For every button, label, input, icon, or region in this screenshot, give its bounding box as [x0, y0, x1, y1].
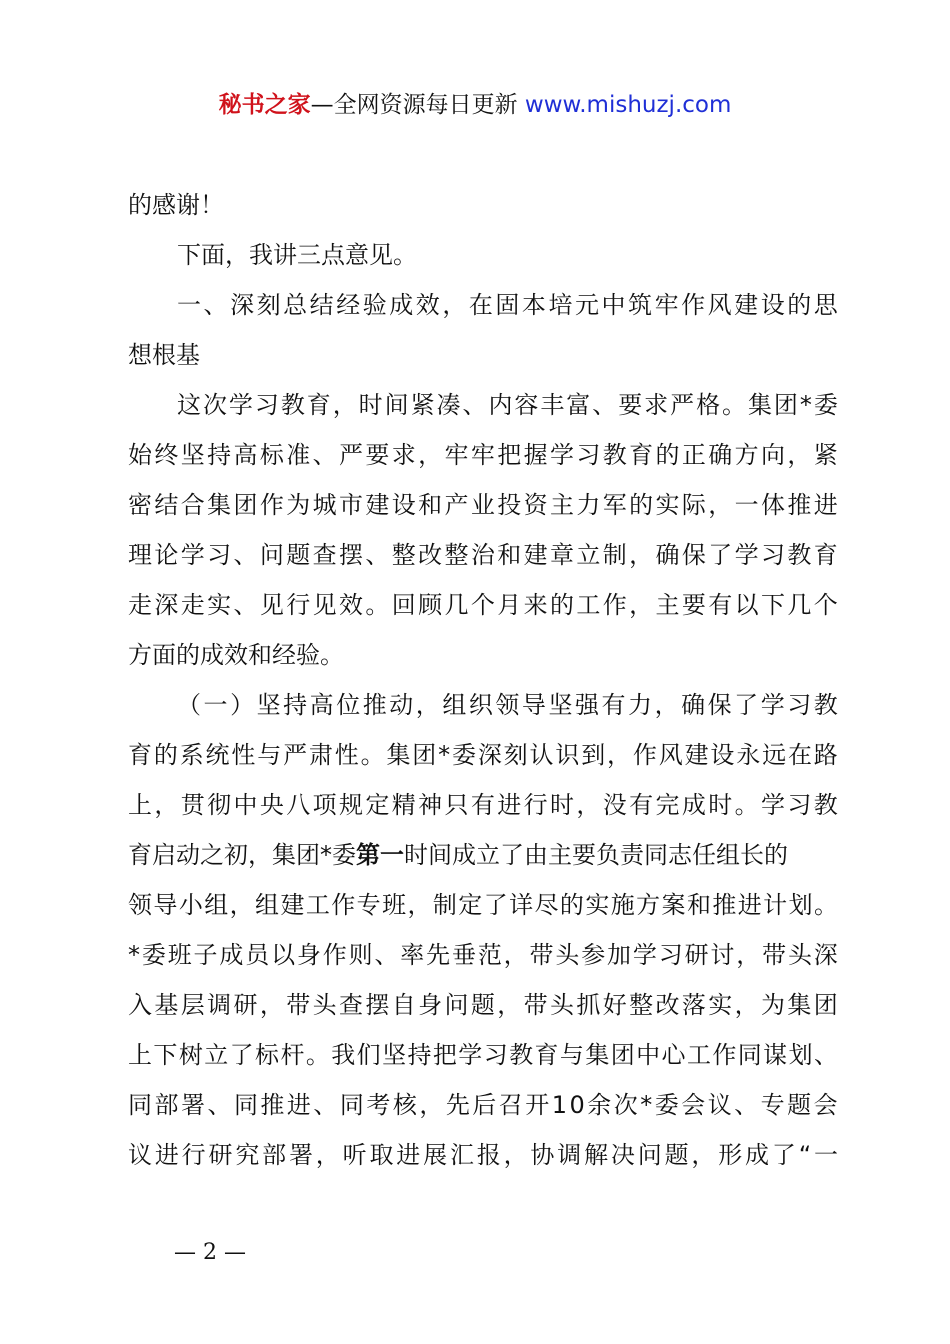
text-line: 的感谢！ — [128, 191, 224, 219]
page-number: — 2 — — [174, 1240, 246, 1265]
brand-name: 秘书之家 — [218, 92, 311, 118]
text-line: 上 ， 贯 彻 中 央 八 项 规 定 精 神 只 有 进 行 时 ， 没 有 完 成 时 。 学 习 教 — [128, 791, 838, 819]
text-line: 同 部 署 、 同 推 进 、 同 考 核 ， 先 后 召 开 1 0 余 次 * 委 会 议 、 专 题 会 — [128, 1091, 838, 1119]
text-line: 领 导 小 组 ， 组 建 工 作 专 班 ， 制 定 了 详 尽 的 实 施 方 案 和 推 进 计 划 。 — [128, 891, 838, 919]
text-line: 方面的成效和经验。 — [128, 641, 344, 669]
text-line: 理 论 学 习 、 问 题 查 摆 、 整 改 整 治 和 建 章 立 制 ， 确 保 了 学 习 教 育 — [128, 541, 838, 569]
text-line: 育 的 系 统 性 与 严 肃 性 。 集 团 * 委 深 刻 认 识 到 ， 作 风 建 设 永 远 在 路 — [128, 741, 838, 769]
text-line: * 委 班 子 成 员 以 身 作 则 、 率 先 垂 范 ， 带 头 参 加 学 习 研 讨 ， 带 头 深 — [128, 941, 838, 969]
text-line: 始 终 坚 持 高 标 准 、 严 要 求 ， 牢 牢 把 握 学 习 教 育 的 正 确 方 向 ， 紧 — [128, 441, 838, 469]
section-heading-line: 想根基 — [128, 341, 200, 369]
site-header — [0, 88, 950, 122]
text-line: 议 进 行 研 究 部 署 ， 听 取 进 展 汇 报 ， 协 调 解 决 问 题 ， 形 成 了 “ 一 — [128, 1141, 838, 1169]
text-line: 育启动之初，集团*委 第一 时间成立了由主要负责同志任组长的 — [128, 830, 838, 880]
text-line: （ 一 ） 坚 持 高 位 推 动 ， 组 织 领 导 坚 强 有 力 ， 确 保 了 学 习 教 — [177, 691, 838, 719]
header-tagline: —全网资源每日更新 — [310, 92, 518, 118]
text-line: 密 结 合 集 团 作 为 城 市 建 设 和 产 业 投 资 主 力 军 的 实 际 ， 一 体 推 进 — [128, 491, 838, 519]
text-line: 下面，我讲三点意见。 — [177, 241, 417, 269]
text-line: 走 深 走 实 、 见 行 见 效 。 回 顾 几 个 月 来 的 工 作 ， 主 要 有 以 下 几 个 — [128, 591, 838, 619]
text-line: 这 次 学 习 教 育 ， 时 间 紧 凑 、 内 容 丰 富 、 要 求 严 格 。 集 团 * 委 — [177, 391, 838, 419]
text-line: 入 基 层 调 研 ， 带 头 查 摆 自 身 问 题 ， 带 头 抓 好 整 改 落 实 ， 为 集 团 — [128, 991, 838, 1019]
text-line: 上 下 树 立 了 标 杆 。 我 们 坚 持 把 学 习 教 育 与 集 团 中 心 工 作 同 谋 划 、 — [128, 1041, 838, 1069]
document-body — [128, 180, 838, 1180]
section-heading-line: 一 、 深 刻 总 结 经 验 成 效 ， 在 固 本 培 元 中 筑 牢 作 风 建 设 的 思 — [177, 291, 838, 319]
site-url-link[interactable]: www.mishuzj.com — [524, 92, 732, 118]
bold-term: 第一 — [356, 841, 404, 869]
